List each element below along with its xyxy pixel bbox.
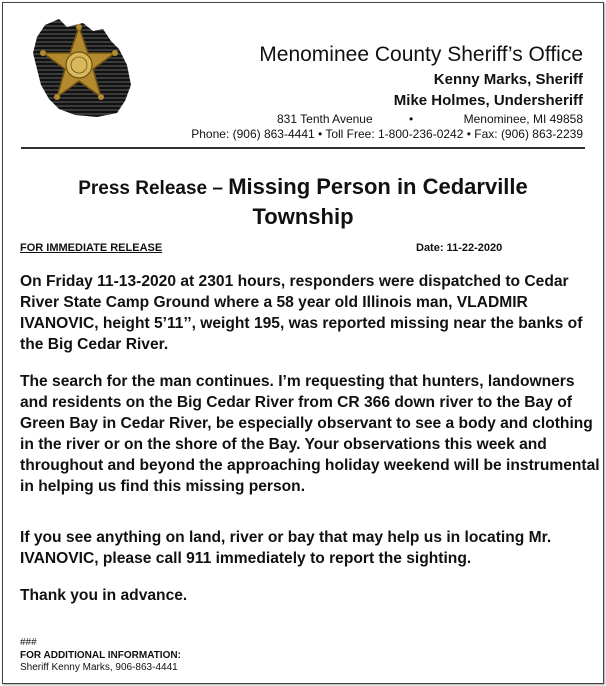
release-label: FOR IMMEDIATE RELEASE xyxy=(20,242,163,254)
address-street: 831 Tenth Avenue xyxy=(277,112,373,126)
header-divider xyxy=(21,147,585,149)
contact-info: Sheriff Kenny Marks, 906-863-4441 xyxy=(20,662,178,673)
end-marker: ### xyxy=(20,637,37,648)
address-separator: • xyxy=(409,112,414,126)
office-name: Menominee County Sheriff’s Office xyxy=(259,43,583,66)
phone-numbers: Phone: (906) 863-4441 • Toll Free: 1-800-236-0242 • Fax: (906) 863-2239 xyxy=(191,127,583,141)
page-title xyxy=(33,173,573,233)
additional-info-label: FOR ADDITIONAL INFORMATION: xyxy=(20,650,181,661)
address-city: Menominee, MI 49858 xyxy=(463,112,583,126)
paragraph-thanks: Thank you in advance. xyxy=(20,587,188,604)
press-release-document xyxy=(2,2,604,684)
release-date: Date: 11-22-2020 xyxy=(416,242,503,254)
title-lead: Press Release – xyxy=(78,178,229,199)
paragraph-report-instructions: If you see anything on land, river or bay that may help us in locating Mr. IVANOVIC, please call 911 immediately to report the sighting. xyxy=(20,529,552,567)
paragraph-search-request: The search for the man continues. I’m requesting that hunters, landowners and residents on the Big Cedar River from CR 366 down river to the Bay of Green Bay in Cedar River, be especially observant to see a body and clothing in the river or on the shore of the Bay. Your observations this week and throughout and beyond the approaching holiday weekend will be instrumental in helping us find this missing person. xyxy=(20,373,600,495)
sheriff-star-logo xyxy=(27,15,139,121)
undersheriff-name: Mike Holmes, Undersheriff xyxy=(393,92,583,109)
sheriff-name: Kenny Marks, Sheriff xyxy=(433,71,583,88)
title-main: Missing Person in Cedarville Township xyxy=(228,174,528,229)
paragraph-incident: On Friday 11-13-2020 at 2301 hours, responders were dispatched to Cedar River State Camp Ground where a 58 year old Illinois man, VLADMIR IVANOVIC, height 5’11’’, weight 195, was reported missing near the banks of the Big Cedar River. xyxy=(20,273,583,353)
